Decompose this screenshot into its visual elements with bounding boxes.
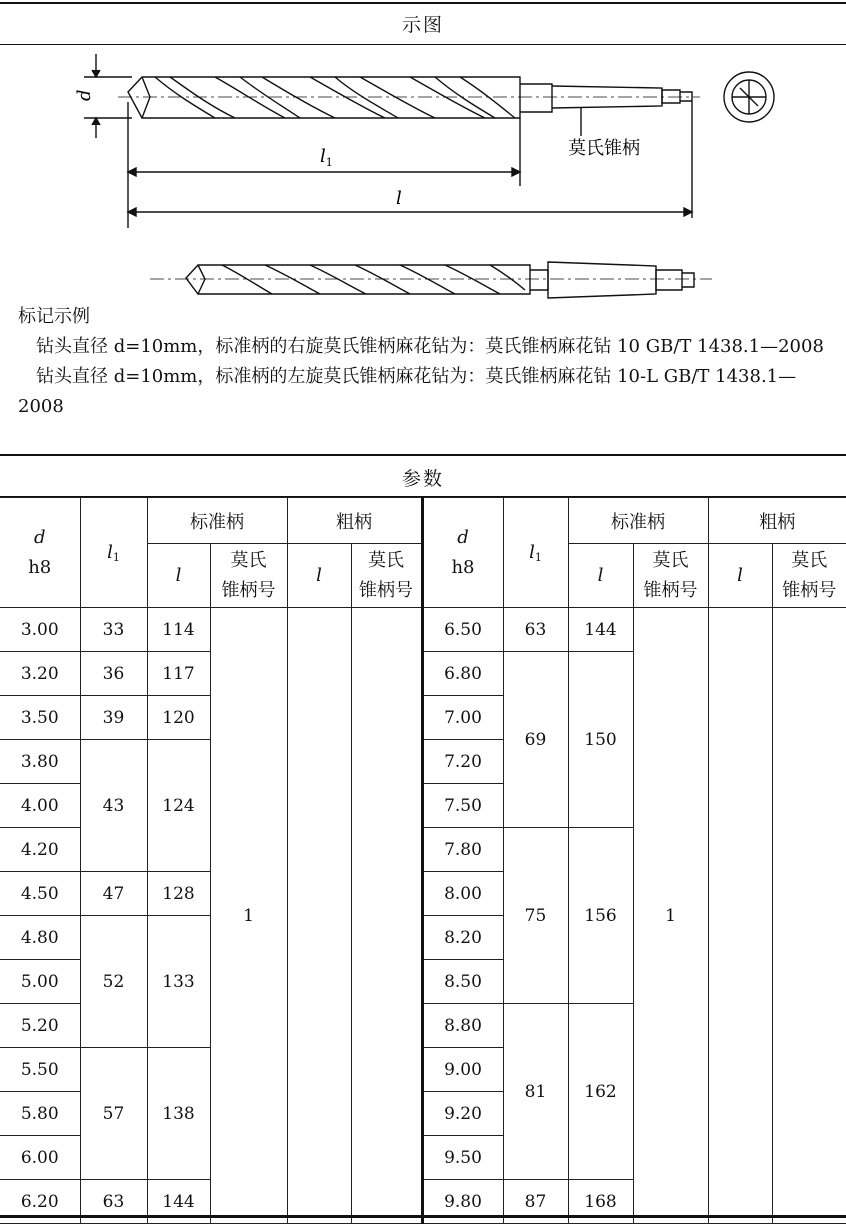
cell-l-right: 156 <box>568 828 633 1004</box>
marking-heading: 标记示例 <box>18 306 90 327</box>
cell-d-right: 9.50 <box>422 1136 503 1180</box>
cell-d-right: 6.80 <box>422 652 503 696</box>
drill-bottom-drawing <box>150 262 712 298</box>
cell-d-right: 8.00 <box>422 872 503 916</box>
cell-d-left: 5.80 <box>0 1092 80 1136</box>
cell-l1-left: 52 <box>80 916 147 1048</box>
header-morse-thick-right: 莫氏 锥柄号 <box>772 544 846 608</box>
header-d-right: d h8 <box>422 498 503 608</box>
cell-l-left: 138 <box>147 1048 210 1180</box>
cell-d-right: 7.50 <box>422 784 503 828</box>
cell-l-right: 150 <box>568 652 633 828</box>
cell-d-left: 5.20 <box>0 1004 80 1048</box>
header-d-left: d h8 <box>0 498 80 608</box>
cell-d-right: 7.20 <box>422 740 503 784</box>
header-standard-shank-left: 标准柄 <box>147 498 287 544</box>
cell-morse-left: 1 <box>210 608 287 1224</box>
drill-end-view <box>724 72 774 122</box>
cell-d-left: 3.00 <box>0 608 80 652</box>
cell-thick-morse-right <box>772 608 846 1224</box>
cell-d-left: 4.00 <box>0 784 80 828</box>
header-morse-std-left: 莫氏 锥柄号 <box>210 544 287 608</box>
header-l1-left: $l_1$ <box>80 498 147 608</box>
cell-d-left: 3.50 <box>0 696 80 740</box>
cell-thick-morse-left <box>351 608 422 1224</box>
cell-d-right: 7.00 <box>422 696 503 740</box>
marking-example-left: 钻头直径 d=10mm，标准柄的左旋莫氏锥柄麻花钻为：莫氏锥柄麻花钻 10-L GB/T 1438.1—2008 <box>18 366 797 417</box>
cell-l1-right: 63 <box>503 608 568 652</box>
cell-l-right: 144 <box>568 608 633 652</box>
cell-d-right: 9.00 <box>422 1048 503 1092</box>
cell-l-left: 128 <box>147 872 210 916</box>
header-l-thick-left: l <box>287 544 351 608</box>
params-top-rule <box>0 454 846 456</box>
params-section-title: 参数 <box>401 468 444 490</box>
header-thick-shank-left: 粗柄 <box>287 498 422 544</box>
cell-morse-right: 1 <box>633 608 708 1224</box>
cell-d-left: 3.80 <box>0 740 80 784</box>
cell-l-left: 133 <box>147 916 210 1048</box>
cell-l1-left: 63 <box>80 1180 147 1224</box>
cell-l1-right: 69 <box>503 652 568 828</box>
parameter-table-body <box>0 608 846 1224</box>
cell-thick-l-left <box>287 608 351 1224</box>
cell-d-left: 6.20 <box>0 1180 80 1224</box>
table-row <box>0 608 846 652</box>
figure-title-rule <box>0 44 846 45</box>
cell-l-left: 117 <box>147 652 210 696</box>
cell-l-left: 120 <box>147 696 210 740</box>
cell-l1-left: 43 <box>80 740 147 872</box>
header-morse-thick-left: 莫氏 锥柄号 <box>351 544 422 608</box>
cell-d-left: 5.00 <box>0 960 80 1004</box>
cell-l-left: 144 <box>147 1180 210 1224</box>
cell-d-right: 7.80 <box>422 828 503 872</box>
parameter-table <box>0 497 846 1224</box>
cell-d-left: 6.00 <box>0 1136 80 1180</box>
header-standard-shank-right: 标准柄 <box>568 498 708 544</box>
label-l: l <box>396 188 402 209</box>
cell-l-left: 124 <box>147 740 210 872</box>
cell-l-left: 114 <box>147 608 210 652</box>
cell-d-right: 9.80 <box>422 1180 503 1224</box>
header-l1-right: $l_1$ <box>503 498 568 608</box>
cell-d-right: 8.20 <box>422 916 503 960</box>
cell-l1-right: 81 <box>503 1004 568 1180</box>
cell-l-right: 162 <box>568 1004 633 1180</box>
header-morse-std-right: 莫氏 锥柄号 <box>633 544 708 608</box>
cell-d-right: 8.50 <box>422 960 503 1004</box>
cell-d-right: 8.80 <box>422 1004 503 1048</box>
cell-l-right: 168 <box>568 1180 633 1224</box>
cell-l1-left: 33 <box>80 608 147 652</box>
cell-d-left: 5.50 <box>0 1048 80 1092</box>
marking-examples <box>18 302 833 422</box>
header-l-std-right: l <box>568 544 633 608</box>
cell-d-left: 4.50 <box>0 872 80 916</box>
header-l-thick-right: l <box>708 544 772 608</box>
cell-d-left: 4.80 <box>0 916 80 960</box>
cell-thick-l-right <box>708 608 772 1224</box>
label-morse-shank: 莫氏锥柄 <box>568 138 640 159</box>
top-rule <box>0 2 846 4</box>
label-d: d <box>74 89 95 101</box>
cell-l1-left: 39 <box>80 696 147 740</box>
cell-l1-right: 75 <box>503 828 568 1004</box>
cell-l1-left: 47 <box>80 872 147 916</box>
marking-example-right: 钻头直径 d=10mm，标准柄的右旋莫氏锥柄麻花钻为：莫氏锥柄麻花钻 10 GB/T 1438.1—2008 <box>36 336 824 357</box>
label-l1: $l_1$ <box>320 146 333 169</box>
cell-d-left: 4.20 <box>0 828 80 872</box>
drill-top-drawing <box>128 77 692 118</box>
cell-l1-left: 36 <box>80 652 147 696</box>
cell-l1-right: 87 <box>503 1180 568 1224</box>
cell-d-right: 6.50 <box>422 608 503 652</box>
header-thick-shank-right: 粗柄 <box>708 498 846 544</box>
header-l-std-left: l <box>147 544 210 608</box>
cell-d-right: 9.20 <box>422 1092 503 1136</box>
cell-d-left: 3.20 <box>0 652 80 696</box>
figure-section-title: 示图 <box>401 14 444 36</box>
cell-l1-left: 57 <box>80 1048 147 1180</box>
drill-figure <box>0 46 846 304</box>
